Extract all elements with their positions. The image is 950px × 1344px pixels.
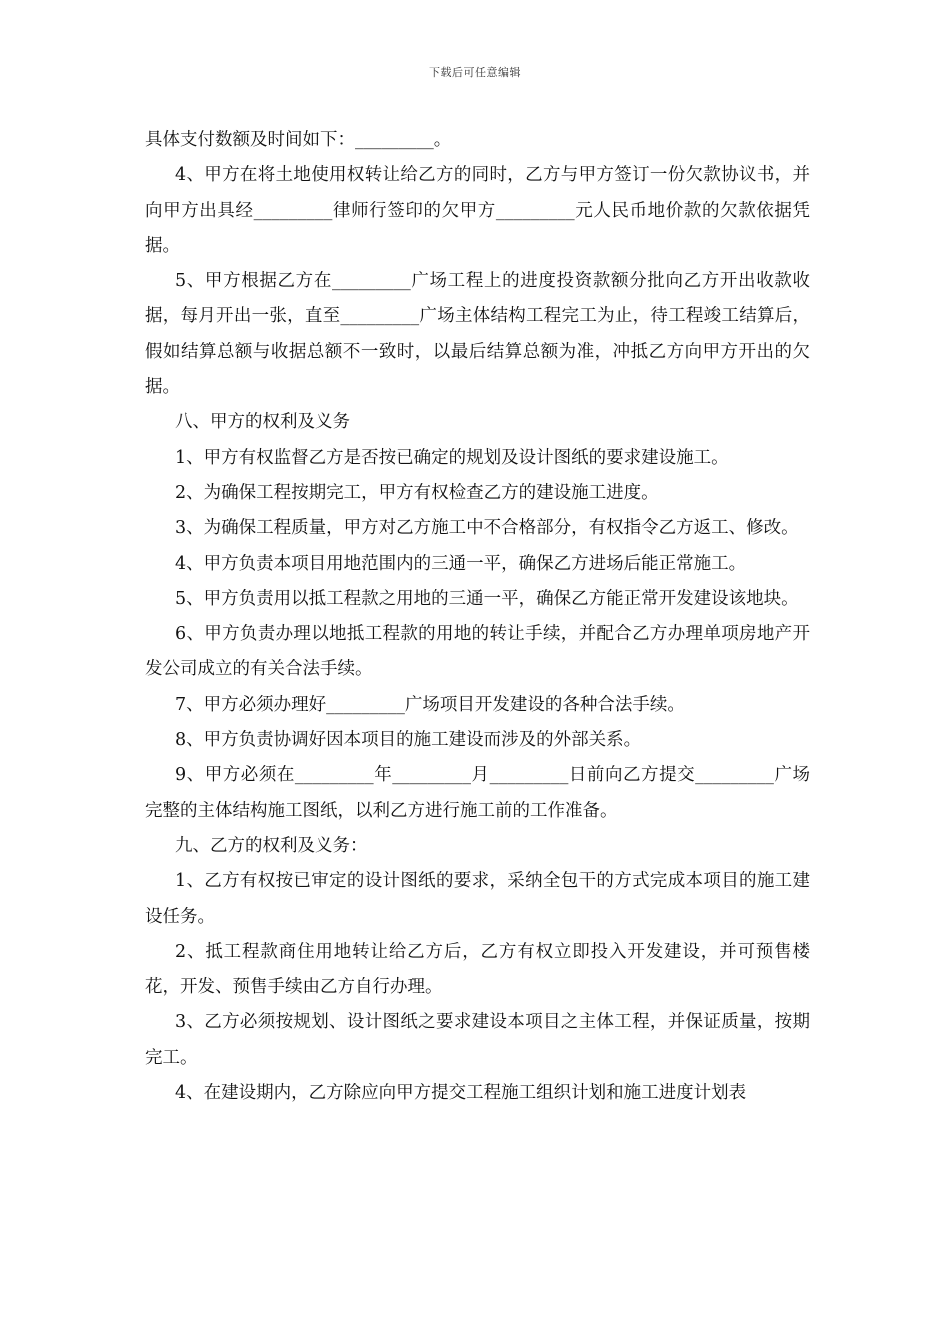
paragraph: 2、为确保工程按期完工，甲方有权检查乙方的建设施工进度。 [175,482,659,503]
paragraph: 1、乙方有权按已审定的设计图纸的要求，采纳全包干的方式完成本项目的施工建设任务。 [145,871,810,927]
section-heading: 九、乙方的权利及义务： [175,835,368,856]
paragraph: 3、为确保工程质量，甲方对乙方施工中不合格部分，有权指令乙方返工、修改。 [175,518,799,539]
paragraph: 9、甲方必须在_________年_________月_________日前向乙方提交_________广场完整的主体结构施工图纸，以利乙方进行施工前的工作准备。 [145,765,810,821]
paragraph: 具体支付数额及时间如下：_________。 [145,130,452,150]
section-heading: 八、甲方的权利及义务 [175,412,350,433]
paragraph: 4、甲方负责本项目用地范围内的三通一平，确保乙方进场后能正常施工。 [175,553,747,574]
paragraph: 3、乙方必须按规划、设计图纸之要求建设本项目之主体工程，并保证质量，按期完工。 [145,1012,810,1068]
paragraph: 6、甲方负责办理以地抵工程款的用地的转让手续，并配合乙方办理单项房地产开发公司成立的有关合法手续。 [145,624,810,680]
paragraph: 4、甲方在将土地使用权转让给乙方的同时，乙方与甲方签订一份欠款协议书，并向甲方出具经_________律师行签印的欠甲方_________元人民币地价款的欠款依据凭据。 [145,165,810,256]
page-header: 下载后可任意编辑 [429,66,521,79]
document-body [145,123,810,1111]
paragraph: 1、甲方有权监督乙方是否按已确定的规划及设计图纸的要求建设施工。 [175,447,729,468]
paragraph: 2、抵工程款商住用地转让给乙方后，乙方有权立即投入开发建设，并可预售楼花，开发、预售手续由乙方自行办理。 [145,941,810,998]
paragraph: 8、甲方负责协调好因本项目的施工建设而涉及的外部关系。 [175,730,642,751]
paragraph: 5、甲方根据乙方在_________广场工程上的进度投资款额分批向乙方开出收款收据，每月开出一张，直至_________广场主体结构工程完工为止，待工程竣工结算后，假如结算总额与收据总额不一致时，以最后结算总额为准，冲抵乙方向甲方开出的欠据。 [145,271,810,398]
paragraph: 7、甲方必须办理好_________广场项目开发建设的各种合法手续。 [175,694,685,715]
paragraph: 5、甲方负责用以抵工程款之用地的三通一平，确保乙方能正常开发建设该地块。 [175,588,799,609]
paragraph: 4、在建设期内，乙方除应向甲方提交工程施工组织计划和施工进度计划表 [175,1083,747,1104]
